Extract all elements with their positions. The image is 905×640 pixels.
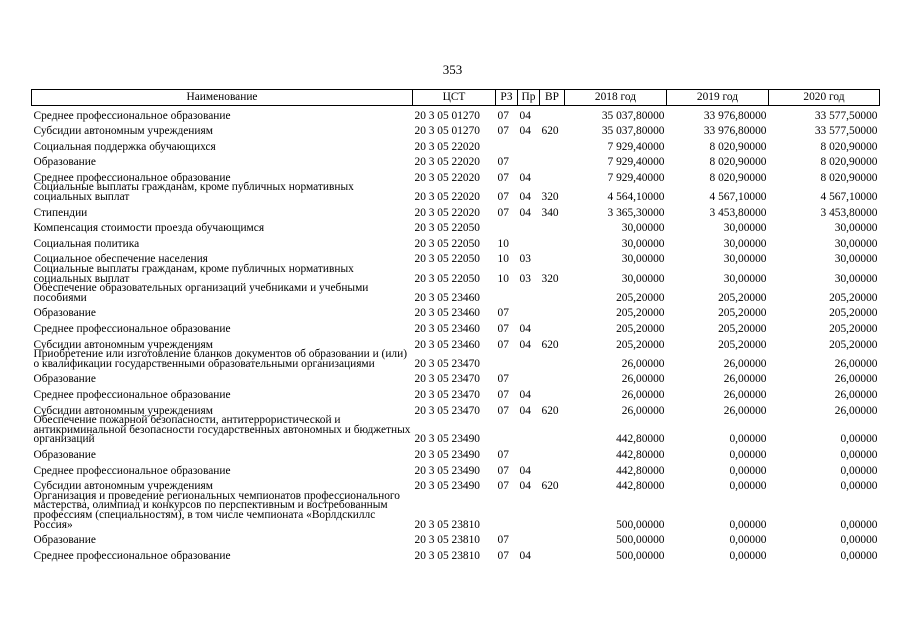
table-row: [32, 303, 880, 319]
row-name-cell: Социальные выплаты гражданам, кроме публичных нормативных социальных выплат: [33, 181, 354, 204]
row-2019-cell: 8 020,90000: [709, 140, 767, 153]
row-2018-cell: 35 037,80000: [601, 109, 665, 122]
row-cst-cell: 20 3 05 22020: [414, 140, 480, 153]
row-2018-cell: 26,00000: [621, 373, 665, 386]
row-2018-cell: 30,00000: [621, 222, 665, 235]
row-name-cell: Субсидии автономным учреждениям: [33, 338, 213, 351]
row-vr-cell: 320: [541, 191, 559, 204]
row-2020-cell: 8 020,90000: [820, 140, 878, 153]
row-pr-cell: [518, 492, 540, 530]
row-rz-cell: [496, 350, 518, 369]
row-2019-cell: 33 976,80000: [703, 109, 767, 122]
row-2020-cell: 30,00000: [834, 253, 878, 266]
row-rz-cell: [496, 137, 518, 153]
table-row: [32, 121, 880, 137]
row-2018-cell: 7 929,40000: [607, 171, 665, 184]
row-vr-cell: [540, 106, 565, 122]
row-pr-cell: 04: [519, 125, 531, 138]
row-cst-cell: 20 3 05 22050: [414, 237, 480, 250]
row-2020-cell: 0,00000: [840, 549, 878, 562]
row-cst-cell: 20 3 05 23490: [414, 448, 480, 461]
row-2019-cell: 3 453,80000: [709, 206, 767, 219]
row-2020-cell: 30,00000: [834, 272, 878, 285]
row-name-cell: Среднее профессиональное образование: [33, 323, 231, 335]
row-vr-cell: [540, 234, 565, 250]
table-row: [32, 218, 880, 234]
table-body: [32, 106, 880, 562]
row-2018-cell: 26,00000: [621, 404, 665, 417]
row-vr-cell: 620: [541, 480, 559, 493]
table-row: [32, 369, 880, 385]
row-cst-cell: 20 3 05 23460: [414, 307, 480, 320]
table-row: [32, 183, 880, 202]
row-cst-cell: 20 3 05 22050: [414, 253, 480, 266]
table-row: [32, 416, 880, 445]
row-pr-cell: 04: [519, 206, 531, 219]
row-2018-cell: 30,00000: [621, 253, 665, 266]
row-pr-cell: [518, 137, 540, 153]
row-2018-cell: 205,20000: [616, 307, 665, 320]
row-cst-cell: 20 3 05 23810: [414, 534, 480, 547]
row-2019-cell: 0,00000: [729, 433, 767, 446]
row-2019-cell: 30,00000: [723, 222, 767, 235]
table-row: [32, 461, 880, 477]
row-rz-cell: 07: [497, 549, 509, 562]
row-cst-cell: 20 3 05 23460: [414, 338, 480, 351]
row-2019-cell: 205,20000: [718, 338, 767, 351]
row-pr-cell: 04: [519, 323, 531, 335]
row-pr-cell: 04: [519, 404, 531, 417]
row-2020-cell: 30,00000: [834, 222, 878, 235]
row-2020-cell: 8 020,90000: [820, 171, 878, 184]
row-2019-cell: 30,00000: [723, 272, 767, 285]
header-cst: ЦСТ: [413, 90, 496, 106]
row-cst-cell: 20 3 05 23470: [414, 404, 480, 417]
header-pr: Пр: [518, 90, 540, 106]
row-pr-cell: 04: [519, 338, 531, 351]
row-2018-cell: 30,00000: [621, 237, 665, 250]
row-name-cell: Субсидии автономным учреждениям: [33, 480, 213, 493]
row-vr-cell: [540, 249, 565, 265]
row-2019-cell: 0,00000: [729, 448, 767, 461]
row-2020-cell: 33 577,50000: [814, 109, 878, 122]
row-2019-cell: 0,00000: [729, 518, 767, 531]
row-vr-cell: [540, 385, 565, 401]
row-2018-cell: 205,20000: [616, 338, 665, 351]
row-rz-cell: 07: [497, 323, 509, 335]
row-name-cell: Обеспечение пожарной безопасности, антитеррористической и антикриминальной безопасности государственных автономных и бюджетных организаций: [33, 414, 411, 446]
row-2018-cell: 500,00000: [616, 549, 665, 562]
row-rz-cell: 07: [497, 464, 509, 477]
row-cst-cell: 20 3 05 23470: [414, 357, 480, 370]
row-cst-cell: 20 3 05 22050: [414, 222, 480, 235]
row-vr-cell: [540, 530, 565, 546]
row-2018-cell: 500,00000: [616, 534, 665, 547]
row-pr-cell: 04: [519, 171, 531, 184]
row-pr-cell: [518, 284, 540, 303]
row-rz-cell: 10: [497, 253, 509, 266]
row-name-cell: Обеспечение образовательных организаций учебниками и учебными пособиями: [33, 282, 369, 304]
row-2018-cell: 4 564,10000: [607, 191, 665, 204]
row-rz-cell: 07: [497, 448, 509, 461]
row-2018-cell: 442,80000: [616, 448, 665, 461]
row-2020-cell: 26,00000: [834, 388, 878, 401]
table-row: [32, 492, 880, 530]
row-cst-cell: 20 3 05 22020: [414, 206, 480, 219]
row-cst-cell: 20 3 05 23460: [414, 291, 480, 304]
row-vr-cell: [540, 137, 565, 153]
row-pr-cell: [518, 303, 540, 319]
row-vr-cell: [540, 350, 565, 369]
row-vr-cell: [540, 416, 565, 445]
table-header-row: [32, 90, 880, 106]
row-2019-cell: 33 976,80000: [703, 125, 767, 138]
row-2020-cell: 26,00000: [834, 404, 878, 417]
row-cst-cell: 20 3 05 23470: [414, 373, 480, 386]
row-pr-cell: 04: [519, 388, 531, 401]
row-rz-cell: 07: [497, 480, 509, 493]
row-2020-cell: 8 020,90000: [820, 156, 878, 169]
row-2018-cell: 442,80000: [616, 464, 665, 477]
row-2019-cell: 26,00000: [723, 388, 767, 401]
row-rz-cell: 07: [497, 388, 509, 401]
row-pr-cell: [518, 218, 540, 234]
row-2020-cell: 0,00000: [840, 448, 878, 461]
row-2020-cell: 205,20000: [829, 291, 878, 304]
row-2020-cell: 205,20000: [829, 323, 878, 335]
row-name-cell: Образование: [33, 448, 96, 461]
table-row: [32, 106, 880, 122]
row-rz-cell: 07: [497, 109, 509, 122]
row-rz-cell: 07: [497, 156, 509, 169]
row-name-cell: Социальное обеспечение населения: [33, 253, 208, 266]
row-name-cell: Среднее профессиональное образование: [33, 464, 231, 477]
row-2019-cell: 26,00000: [723, 373, 767, 386]
row-vr-cell: 620: [541, 125, 559, 138]
table-row: [32, 234, 880, 250]
row-name-cell: Среднее профессиональное образование: [33, 171, 231, 184]
row-2018-cell: 26,00000: [621, 388, 665, 401]
row-vr-cell: [540, 218, 565, 234]
row-2020-cell: 0,00000: [840, 480, 878, 493]
row-2019-cell: 30,00000: [723, 253, 767, 266]
row-pr-cell: 04: [519, 480, 531, 493]
table-row: [32, 152, 880, 168]
row-rz-cell: 07: [497, 206, 509, 219]
row-cst-cell: 20 3 05 23460: [414, 323, 480, 335]
row-2020-cell: 3 453,80000: [820, 206, 878, 219]
row-2019-cell: 205,20000: [718, 307, 767, 320]
row-cst-cell: 20 3 05 23490: [414, 464, 480, 477]
row-cst-cell: 20 3 05 22050: [414, 272, 480, 285]
header-name: Наименование: [32, 90, 413, 106]
row-pr-cell: 03: [519, 272, 531, 285]
row-vr-cell: [540, 168, 565, 184]
row-2019-cell: 26,00000: [723, 357, 767, 370]
row-2020-cell: 26,00000: [834, 357, 878, 370]
row-cst-cell: 20 3 05 01270: [414, 125, 480, 138]
row-pr-cell: 04: [519, 109, 531, 122]
row-pr-cell: 03: [519, 253, 531, 266]
row-pr-cell: [518, 416, 540, 445]
table-row: [32, 445, 880, 461]
row-2018-cell: 500,00000: [616, 518, 665, 531]
row-rz-cell: 07: [497, 171, 509, 184]
row-vr-cell: [540, 445, 565, 461]
row-2019-cell: 8 020,90000: [709, 171, 767, 184]
row-2018-cell: 26,00000: [621, 357, 665, 370]
row-rz-cell: [496, 218, 518, 234]
row-cst-cell: 20 3 05 01270: [414, 109, 480, 122]
row-pr-cell: [518, 152, 540, 168]
row-cst-cell: 20 3 05 23470: [414, 388, 480, 401]
header-rz: РЗ: [496, 90, 518, 106]
row-vr-cell: [540, 152, 565, 168]
row-rz-cell: 10: [497, 272, 509, 285]
row-2019-cell: 205,20000: [718, 323, 767, 335]
table-row: [32, 546, 880, 562]
header-2018: 2018 год: [565, 90, 667, 106]
row-vr-cell: 340: [541, 206, 559, 219]
row-2019-cell: 4 567,10000: [709, 191, 767, 204]
row-pr-cell: [518, 445, 540, 461]
row-pr-cell: [518, 234, 540, 250]
row-pr-cell: 04: [519, 464, 531, 477]
row-name-cell: Организация и проведение региональных чемпионатов профессионального мастерства, олимпиад и конкурсов по перспективным и востребованным профессиям (специальностям), в том числе чемпионата «Ворлдскиллс Россия»: [33, 489, 401, 531]
row-vr-cell: [540, 319, 565, 335]
row-2020-cell: 0,00000: [840, 518, 878, 531]
row-rz-cell: 07: [497, 338, 509, 351]
row-name-cell: Образование: [33, 307, 96, 320]
row-name-cell: Компенсация стоимости проезда обучающимся: [33, 222, 265, 235]
table-row: [32, 385, 880, 401]
row-pr-cell: [518, 530, 540, 546]
row-cst-cell: 20 3 05 23810: [414, 549, 480, 562]
row-2020-cell: 4 567,10000: [820, 191, 878, 204]
row-2019-cell: 8 020,90000: [709, 156, 767, 169]
row-2020-cell: 0,00000: [840, 433, 878, 446]
budget-table: [31, 89, 880, 561]
row-vr-cell: [540, 492, 565, 530]
row-name-cell: Стипендии: [33, 206, 88, 219]
row-2020-cell: 0,00000: [840, 534, 878, 547]
row-rz-cell: 07: [497, 373, 509, 386]
row-2018-cell: 205,20000: [616, 291, 665, 304]
row-pr-cell: [518, 350, 540, 369]
row-rz-cell: 07: [497, 191, 509, 204]
row-name-cell: Среднее профессиональное образование: [33, 388, 231, 401]
row-name-cell: Приобретение или изготовление бланков документов об образовании и (или) о квалификации государственными образовательными организациями: [33, 348, 407, 370]
row-2020-cell: 205,20000: [829, 307, 878, 320]
row-2020-cell: 0,00000: [840, 464, 878, 477]
row-pr-cell: 04: [519, 191, 531, 204]
row-vr-cell: [540, 284, 565, 303]
row-cst-cell: 20 3 05 23490: [414, 433, 480, 446]
row-2019-cell: 0,00000: [729, 480, 767, 493]
row-2018-cell: 205,20000: [616, 323, 665, 335]
row-cst-cell: 20 3 05 23490: [414, 480, 480, 493]
row-name-cell: Образование: [33, 373, 96, 386]
row-vr-cell: [540, 461, 565, 477]
row-vr-cell: [540, 546, 565, 562]
row-name-cell: Образование: [33, 534, 96, 547]
row-name-cell: Социальная поддержка обучающихся: [33, 140, 216, 153]
row-vr-cell: 320: [541, 272, 559, 285]
table-row: [32, 203, 880, 219]
row-cst-cell: 20 3 05 22020: [414, 156, 480, 169]
row-rz-cell: [496, 284, 518, 303]
row-vr-cell: 620: [541, 338, 559, 351]
row-2019-cell: 26,00000: [723, 404, 767, 417]
row-rz-cell: [496, 492, 518, 530]
row-rz-cell: [496, 416, 518, 445]
row-2018-cell: 7 929,40000: [607, 140, 665, 153]
row-2018-cell: 7 929,40000: [607, 156, 665, 169]
row-vr-cell: 620: [541, 404, 559, 417]
row-name-cell: Социальная политика: [33, 237, 140, 250]
row-rz-cell: 07: [497, 125, 509, 138]
row-name-cell: Образование: [33, 156, 96, 169]
row-2018-cell: 442,80000: [616, 433, 665, 446]
table-row: [32, 530, 880, 546]
row-vr-cell: [540, 303, 565, 319]
row-name-cell: Социальные выплаты гражданам, кроме публичных нормативных социальных выплат: [33, 263, 354, 285]
page-number: 353: [442, 62, 463, 77]
row-rz-cell: 07: [497, 534, 509, 547]
row-2019-cell: 0,00000: [729, 534, 767, 547]
row-pr-cell: 04: [519, 549, 531, 562]
row-2020-cell: 26,00000: [834, 373, 878, 386]
row-name-cell: Субсидии автономным учреждениям: [33, 404, 213, 417]
row-2019-cell: 0,00000: [729, 464, 767, 477]
row-2019-cell: 205,20000: [718, 291, 767, 304]
row-2018-cell: 442,80000: [616, 480, 665, 493]
table-row: [32, 284, 880, 303]
row-2019-cell: 30,00000: [723, 237, 767, 250]
row-cst-cell: 20 3 05 22020: [414, 191, 480, 204]
row-rz-cell: 10: [497, 237, 509, 250]
row-2020-cell: 33 577,50000: [814, 125, 878, 138]
row-name-cell: Среднее профессиональное образование: [33, 549, 231, 562]
table-row: [32, 137, 880, 153]
row-2018-cell: 35 037,80000: [601, 125, 665, 138]
row-2020-cell: 30,00000: [834, 237, 878, 250]
table-row: [32, 319, 880, 335]
row-rz-cell: 07: [497, 307, 509, 320]
header-2020: 2020 год: [769, 90, 880, 106]
row-pr-cell: [518, 369, 540, 385]
header-2019: 2019 год: [667, 90, 769, 106]
row-cst-cell: 20 3 05 23810: [414, 518, 480, 531]
row-name-cell: Среднее профессиональное образование: [33, 109, 231, 122]
row-rz-cell: 07: [497, 404, 509, 417]
row-vr-cell: [540, 369, 565, 385]
header-vr: ВР: [540, 90, 565, 106]
table-row: [32, 350, 880, 369]
row-cst-cell: 20 3 05 22020: [414, 171, 480, 184]
row-2018-cell: 30,00000: [621, 272, 665, 285]
row-2018-cell: 3 365,30000: [607, 206, 665, 219]
row-2020-cell: 205,20000: [829, 338, 878, 351]
row-2019-cell: 0,00000: [729, 549, 767, 562]
row-name-cell: Субсидии автономным учреждениям: [33, 125, 213, 138]
